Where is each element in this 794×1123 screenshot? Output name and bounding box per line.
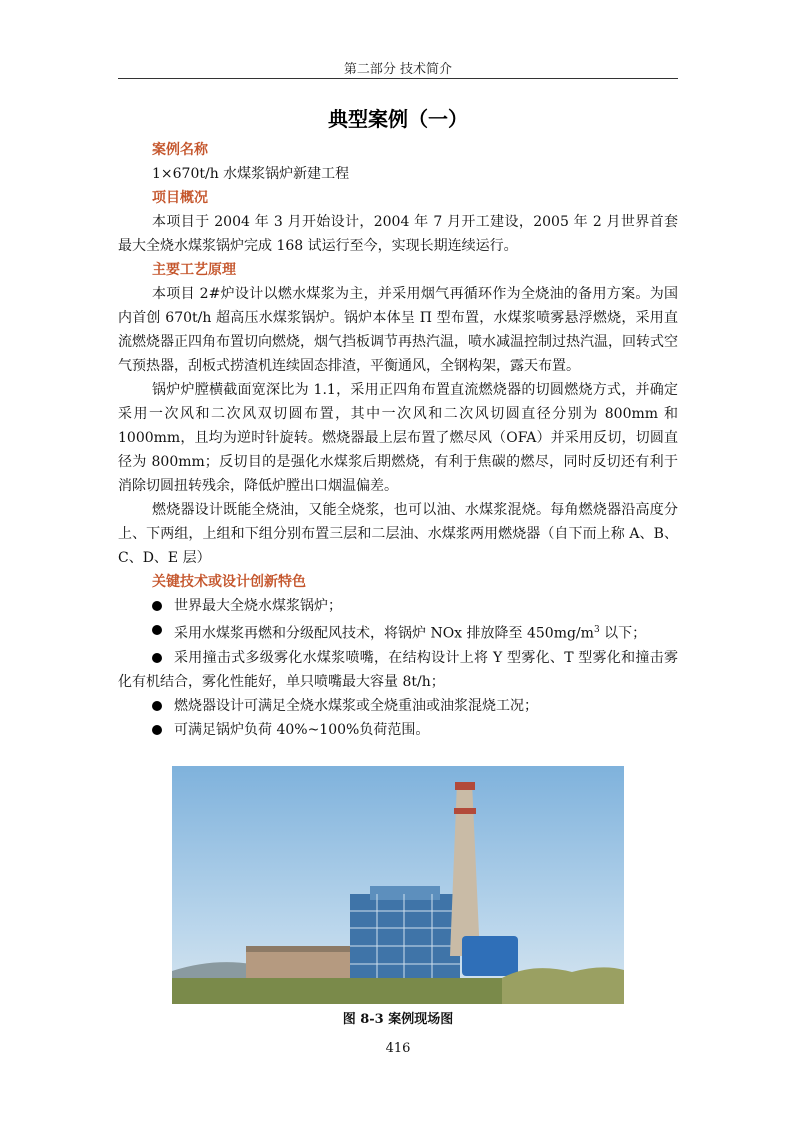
- superscript: 3: [593, 625, 600, 635]
- overview-heading: 项目概况: [152, 190, 208, 206]
- innovation-list: [118, 594, 678, 742]
- boiler-building: [350, 894, 460, 990]
- process-paragraph-2: 锅炉炉膛横截面宽深比为 1.1，采用正四角布置直流燃烧器的切圆燃烧方式，并确定采用一次风和二次风双切圆布置，其中一次风和二次风切圆直径分别为 800mm 和 1000mm，且均为逆时针旋转。燃烧器最上层布置了燃尽风（OFA）并采用反切，切圆直径为 800mm；反切目的是强化水煤浆后期燃烧，有利于焦碳的燃尽，同时反切还有利于消除切圆扭转残余，降低炉膛出口烟温偏差。: [118, 382, 678, 494]
- figure-caption: 图 8-3 案例现场图: [342, 1012, 454, 1027]
- list-item: [118, 594, 678, 618]
- list-item-text: 采用撞击式多级雾化水煤浆喷嘴，在结构设计上将 Y 型雾化、T 型雾化和撞击雾化有机结合，雾化性能好，单只喷嘴最大容量 8t/h；: [118, 649, 678, 690]
- bullet-icon: [152, 701, 162, 711]
- running-header: 第二部分 技术简介: [343, 62, 453, 77]
- bullet-icon: [152, 653, 162, 663]
- innovation-heading: 关键技术或设计创新特色: [152, 574, 306, 590]
- power-plant-illustration: [172, 766, 624, 1004]
- process-paragraph-1: 本项目 2#炉设计以燃水煤浆为主，并采用烟气再循环作为全烧油的备用方案。为国内首创 670t/h 超高压水煤浆锅炉。锅炉本体呈 Π 型布置，水煤浆喷雾悬浮燃烧，采用直流燃烧器正四角布置切向燃烧，烟气挡板调节再热汽温，喷水减温控制过热汽温，回转式空气预热器，刮板式捞渣机连续固态排渣，平衡通风，全钢构架，露天布置。: [118, 286, 678, 374]
- list-item-text: 燃烧器设计可满足全烧水煤浆或全烧重油或油浆混烧工况；: [174, 697, 538, 714]
- bullet-icon: [152, 601, 162, 611]
- process-heading: 主要工艺原理: [152, 262, 236, 278]
- list-item: [118, 718, 678, 742]
- list-item-suffix: 以下；: [599, 625, 647, 642]
- page-number: 416: [385, 1041, 411, 1056]
- header-rule: [118, 78, 678, 79]
- list-item: [118, 646, 678, 694]
- overview-paragraph: 本项目于 2004 年 3 月开始设计，2004 年 7 月开工建设，2005 年 2 月世界首套最大全烧水煤浆锅炉完成 168 试运行至今，实现长期连续运行。: [118, 214, 678, 254]
- list-item-text: 世界最大全烧水煤浆锅炉；: [174, 598, 342, 614]
- document-body: [118, 138, 678, 742]
- bullet-icon: [152, 625, 162, 635]
- precipitator: [462, 936, 518, 976]
- case-name-text: 1×670t/h 水煤浆锅炉新建工程: [152, 166, 350, 182]
- list-item-text: 采用水煤浆再燃和分级配风技术，将锅炉 NOx 排放降至 450mg/m: [174, 625, 594, 642]
- case-name-heading: 案例名称: [152, 142, 208, 158]
- list-item-text: 可满足锅炉负荷 40%~100%负荷范围。: [174, 721, 430, 738]
- bullet-icon: [152, 725, 162, 735]
- list-item: [118, 618, 678, 646]
- process-paragraph-3: 燃烧器设计既能全烧油，又能全烧浆，也可以油、水煤浆混烧。每角燃烧器沿高度分上、下两组，上组和下组分别布置三层和二层油、水煤浆两用燃烧器（自下而上称 A、B、C、D、E 层）: [118, 502, 678, 566]
- site-photo: [172, 766, 624, 1004]
- page-title: 典型案例（一）: [328, 107, 468, 131]
- grass: [502, 967, 624, 1004]
- list-item: [118, 694, 678, 718]
